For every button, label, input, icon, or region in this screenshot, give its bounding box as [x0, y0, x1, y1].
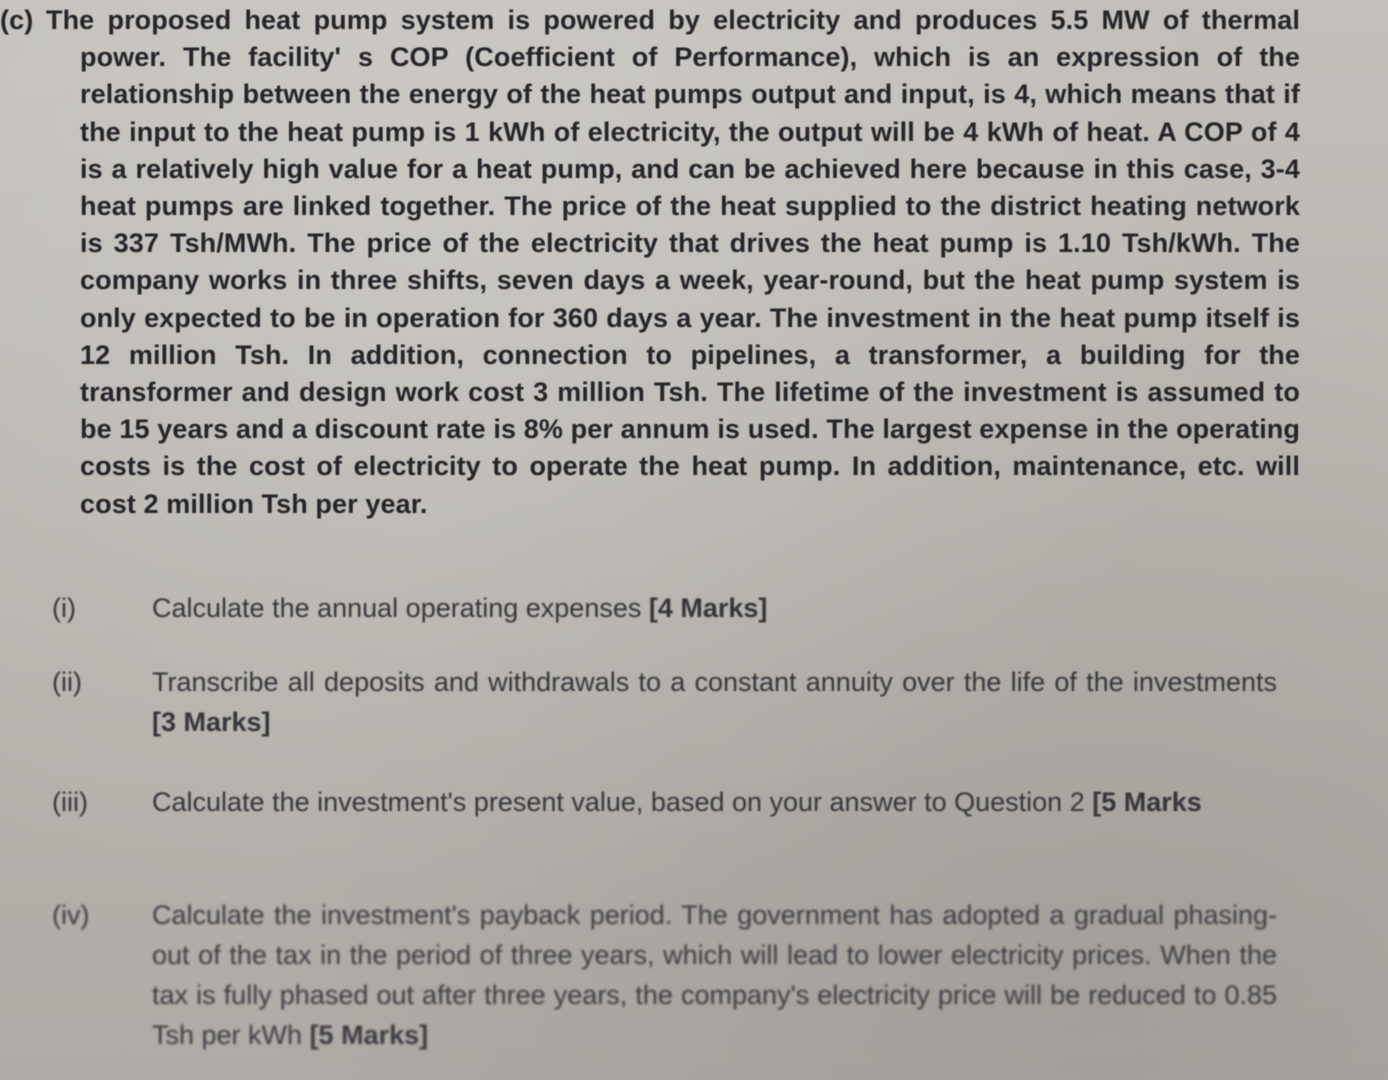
- question-text-wrap: [152, 895, 1277, 1055]
- question-i: [52, 588, 1277, 628]
- question-marks: [4 Marks]: [648, 593, 768, 623]
- question-text: Calculate the investment's payback period. The government has adopted a gradual phasing-out of the tax in the period of three years, which will lead to lower electricity prices. When the tax is fully phased out after three years, the company's electricity price will be reduced to 0.85 Tsh per kWh: [152, 900, 1277, 1050]
- intro-paragraph: (c) The proposed heat pump system is powered by electricity and produces 5.5 MW of thermal power. The facility' s COP (Coefficient of Performance), which is an expression of the relationship between the energy of the heat pumps output and input, is 4, which means that if the input to the heat pump is 1 kWh of electricity, the output will be 4 kWh of heat. A COP of 4 is a relatively high value for a heat pump, and can be achieved here because in this case, 3-4 heat pumps are linked together. The price of the heat supplied to the district heating network is 337 Tsh/MWh. The price of the electricity that drives the heat pump is 1.10 Tsh/kWh. The company works in three shifts, seven days a week, year-round, but the heat pump system is only expected to be in operation for 360 days a year. The investment in the heat pump itself is 12 million Tsh. In addition, connection to pipelines, a transformer, a building for the transformer and design work cost 3 million Tsh. The lifetime of the investment is assumed to be 15 years and a discount rate is 8% per annum is used. The largest expense in the operating costs is the cost of electricity to operate the heat pump. In addition, maintenance, etc. will cost 2 million Tsh per year.: [0, 5, 1300, 519]
- question-text: Transcribe all deposits and withdrawals to a constant annuity over the life of the investments: [152, 667, 1277, 697]
- question-text-wrap: [152, 782, 1277, 822]
- question-marks: [5 Marks]: [309, 1020, 429, 1050]
- question-number: (iv): [52, 900, 90, 930]
- question-text: Calculate the annual operating expenses: [152, 593, 642, 623]
- question-iv: [52, 895, 1277, 1055]
- intro-text: The proposed heat pump system is powered by electricity and produces 5.5 MW of thermal power. The facility' s COP (Coefficient of Performance), which is an expression of the relationship between the energy of the heat pumps output and input, is 4, which means that if the input to the heat pump is 1 kWh of electricity, the output will be 4 kWh of heat. A COP of 4 is a relatively high value for a heat pump, and can be achieved here because in this case, 3-4 heat pumps are linked together. The price of the heat supplied to the district heating network is 337 Tsh/MWh. The price of the electricity that drives the heat pump is 1.10 Tsh/kWh. The company works in three shifts, seven days a week, year-round, but the heat pump system is only expected to be in operation for 360 days a year. The investment in the heat pump itself is 12 million Tsh. In addition, connection to pipelines, a transformer, a building for the transformer and design work cost 3 million Tsh. The lifetime of the investment is assumed to be 15 years and a discount rate is 8% per annum is used. The largest expense in the operating costs is the cost of electricity to operate the heat pump. In addition, maintenance, etc. will cost 2 million Tsh per year.: [46, 5, 1300, 519]
- question-text-wrap: [152, 588, 1277, 628]
- question-number: (ii): [52, 667, 82, 697]
- question-number: (i): [52, 593, 76, 623]
- question-marks: [5 Marks: [1092, 787, 1202, 817]
- question-text-wrap: [152, 662, 1277, 742]
- question-iii: [52, 782, 1277, 822]
- question-number: (iii): [52, 787, 88, 817]
- question-text: Calculate the investment's present value, based on your answer to Question 2: [152, 787, 1085, 817]
- question-marks: [3 Marks]: [152, 707, 271, 737]
- question-ii: [52, 662, 1277, 742]
